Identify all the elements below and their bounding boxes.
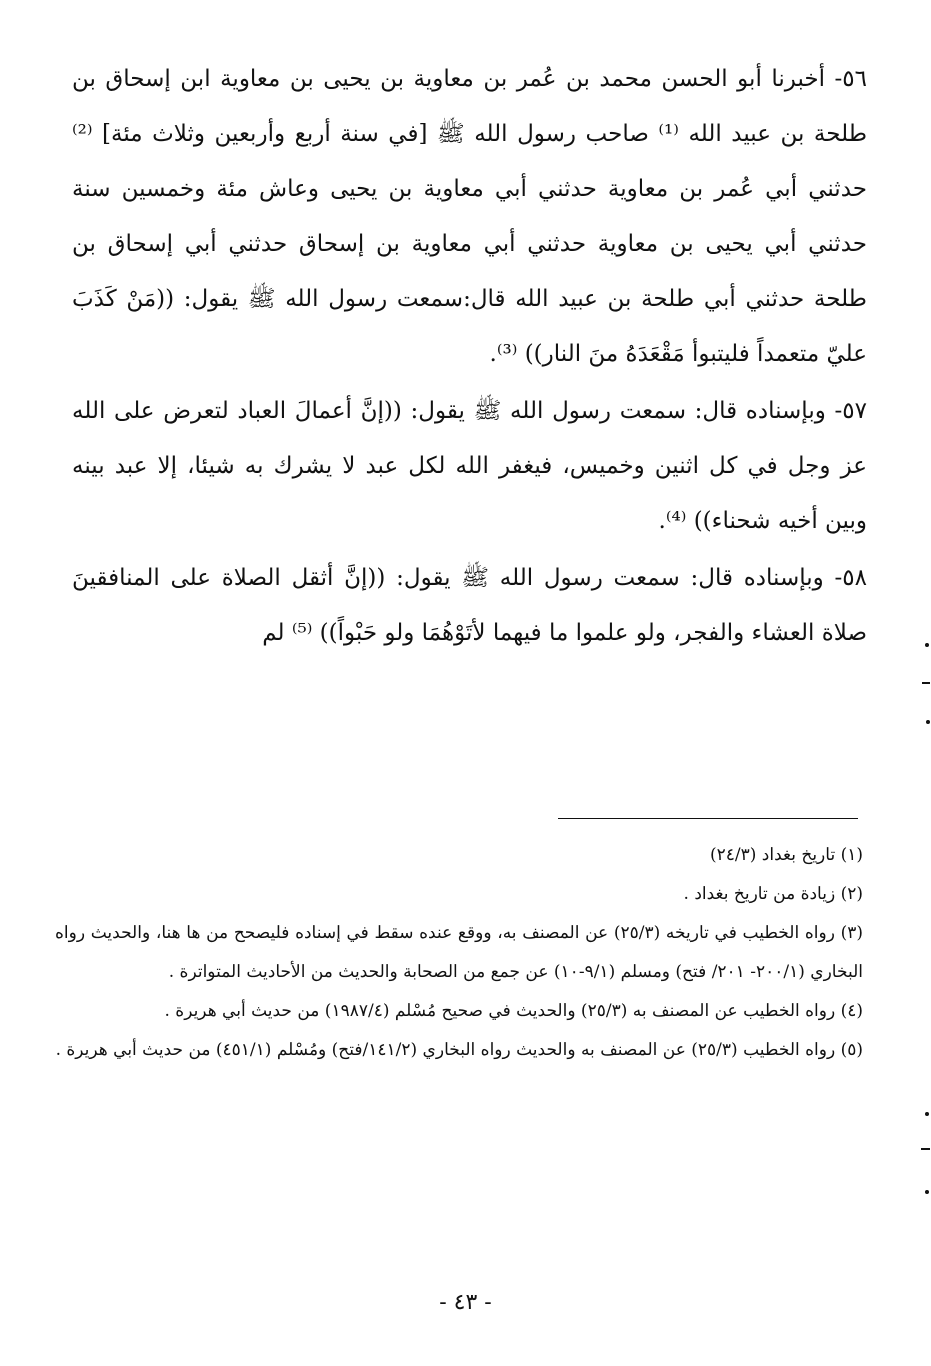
footnote-2: (٢) زيادة من تاريخ بغداد . — [683, 884, 863, 904]
footnote-4: (٤) رواه الخطيب عن المصنف به (٢٥/٣) والحديث في صحيح مُسْلم (١٩٨٧/٤) من حديث أبي هريرة . — [164, 1001, 863, 1021]
hadith-57: ٥٧- وبإسناده قال: سمعت رسول الله ﷺ يقول: ((إنَّ أعمالَ العباد لتعرض على الله عز وجل في كل اثنين وخميس، فيغفر الله لكل عبد لا يشرك به شيئا، إلا عبد بينه وبين أخيه شحناء)) ⁽⁴⁾. — [72, 398, 867, 534]
hadith-56: ٥٦- أخبرنا أبو الحسن محمد بن عُمر بن معاوية بن يحيى بن معاوية ابن إسحاق بن طلحة بن عبيد الله ⁽¹⁾ صاحب رسول الله ﷺ [في سنة أربع وأربعين وثلاث مئة] ⁽²⁾ حدثني أبي عُمر بن معاوية حدثني أبي معاوية بن يحيى وعاش مئة وخمسين سنة حدثني أبي يحيى بن معاوية حدثني أبي معاوية بن إسحاق حدثني أبي إسحاق بن طلحة حدثني أبي طلحة بن عبيد الله قال:سمعت رسول الله ﷺ يقول: ((مَنْ كَذَبَ عليّ متعمداً فليتبوأ مَقْعَدَهُ منَ النار)) ⁽³⁾. — [72, 66, 867, 367]
scan-speck — [925, 1190, 929, 1194]
scan-speck — [925, 1112, 929, 1116]
scan-speck — [921, 1148, 930, 1150]
footnotes — [55, 836, 863, 1070]
footnote-5: (٥) رواه الخطيب (٢٥/٣) عن المصنف به والحديث رواه البخاري (١٤١/٢/فتح) ومُسْلم (٤٥١/١) من حديث أبي هريرة . — [55, 1040, 863, 1060]
scan-speck — [925, 643, 929, 647]
footnote-1: (١) تاريخ بغداد (٢٤/٣) — [710, 845, 863, 865]
scan-speck — [922, 682, 930, 684]
footnote-separator — [558, 818, 858, 819]
scan-speck — [926, 720, 930, 724]
footnote-3: (٣) رواه الخطيب في تاريخه (٢٥/٣) عن المصنف به، ووقع عنده سقط في إسناده فليصحح من ها هنا، والحديث رواه البخاري (٢٠٠/١- ٢٠١/ فتح) ومسلم (٩/١-١٠) عن جمع من الصحابة والحديث من الأحاديث المتواترة . — [55, 923, 863, 982]
main-text — [72, 52, 867, 661]
hadith-58: ٥٨- وبإسناده قال: سمعت رسول الله ﷺ يقول: ((إنَّ أثقل الصلاة على المنافقينَ صلاة العشاء والفجر، ولو علموا ما فيهما لأتَوْهُمَا ولو حَبْواً)) ⁽⁵⁾ لم — [72, 565, 867, 646]
page-number: - ٤٣ - — [439, 1290, 492, 1315]
